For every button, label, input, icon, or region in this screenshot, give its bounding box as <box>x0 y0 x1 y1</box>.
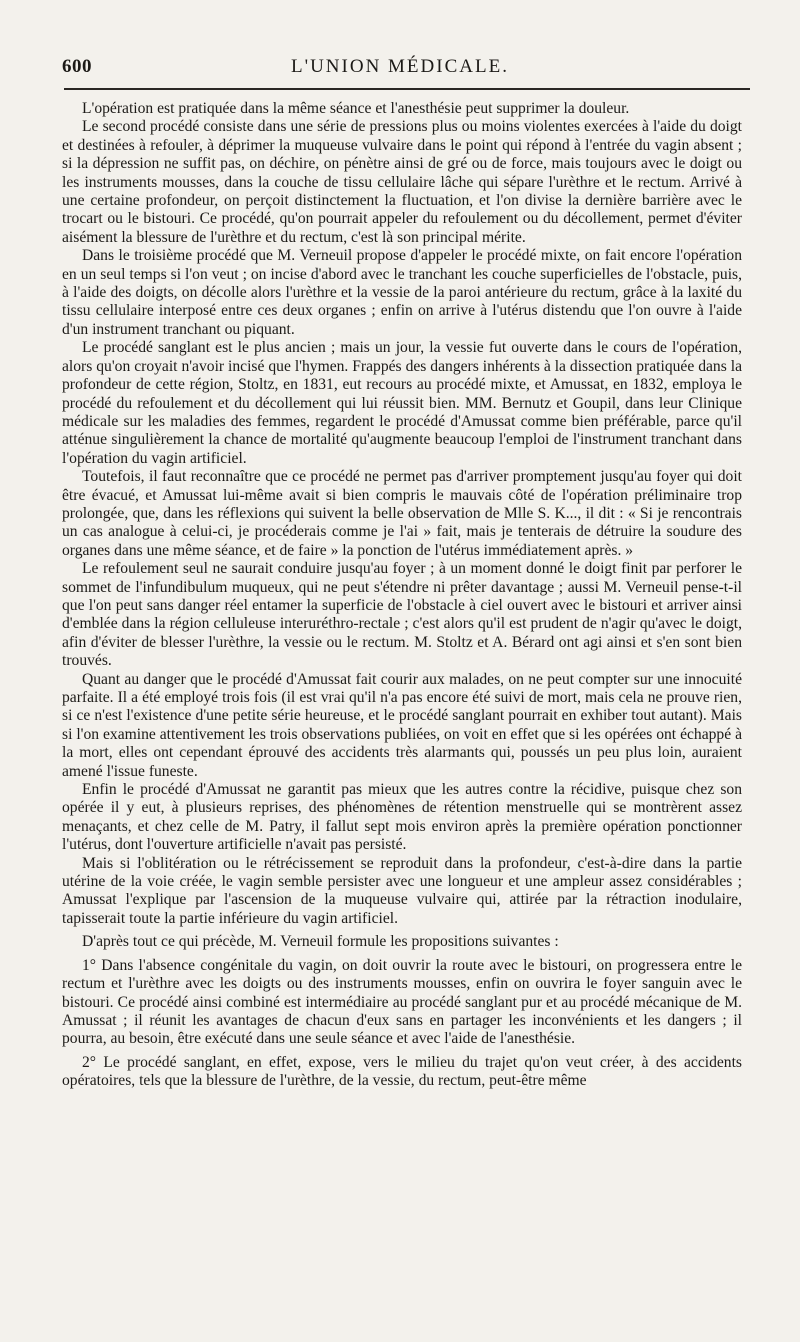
paragraph: Enfin le procédé d'Amussat ne garantit pas mieux que les autres contre la récidive, puisque chez son opérée il y eut, à plusieurs reprises, des phénomènes de rétention menstruelle qui se montrèrent assez menaçants, et chez celle de M. Patry, il fallut sept mois environ après la première opération ponctionner l'utérus, dont l'ouverture artificielle n'avait pas persisté. <box>62 781 742 854</box>
paragraph: Le refoulement seul ne saurait conduire jusqu'au foyer ; à un moment donné le doigt finit par perforer le sommet de l'infundibulum muqueux, qui ne peut s'étendre ni prêter davantage ; aussi M. Verneuil pense-t-il que l'on peut sans danger réel entamer la superficie de l'obstacle à ciel ouvert avec le bistouri et arriver ainsi d'emblée dans la région celluleuse interuréthro-rectale ; c'est alors qu'il est prudent de n'agir qu'avec le doigt, afin d'éviter de blesser l'urèthre, la vessie ou le rectum. M. Stoltz et A. Bérard ont agi ainsi et s'en sont bien trouvés. <box>62 560 742 670</box>
proposition-text: Le procédé sanglant, en effet, expose, vers le milieu du trajet qu'on veut créer, à des accidents opératoires, tels que la blessure de l'urèthre, de la vessie, du rectum, peut-être même <box>62 1053 742 1090</box>
proposition-number: 2° <box>82 1053 97 1071</box>
proposition-text: Dans l'absence congénitale du vagin, on doit ouvrir la route avec le bistouri, on progressera entre le rectum et l'urèthre avec les doigts ou des instruments mousses, enfin on ouvrira le foyer sanguin avec le bistouri. Ce procédé ainsi combiné est intermédiaire au procédé sanglant pur et au procédé mécanique de M. Amussat ; il réunit les avantages de chacun d'eux sans en partager les inconvénients et les dangers ; il pourra, au besoin, être exécuté dans une seule séance et avec l'aide de l'anesthésie. <box>62 956 742 1048</box>
propositions-intro: D'après tout ce qui précède, M. Verneuil formule les propositions suivantes : <box>82 933 559 951</box>
proposition-number: 1° <box>82 956 97 974</box>
paragraph: Le second procédé consiste dans une série de pressions plus ou moins violentes exercées à l'aide du doigt et destinées à refouler, à déprimer la muqueuse vulvaire dans le point qui répond à l'entrée du vagin absent ; si la dépression ne suffit pas, on déchire, on pénètre ainsi de gré ou de force, mais toujours avec le doigt ou les instruments mousses, dans la couche de tissu cellulaire lâche qui sépare l'urèthre et le rectum. Arrivé à une certaine profondeur, on perçoit distinctement la fluctuation, et l'on divise la dernière barrière avec le trocart ou le bistouri. Ce procédé, qu'on pourrait appeler du refoulement ou du décollement, permet d'éviter aisément la blessure de l'urèthre et du rectum, c'est là son principal mérite. <box>62 118 742 246</box>
page-number: 600 <box>62 56 92 77</box>
body-text <box>62 100 742 1091</box>
paragraph: Toutefois, il faut reconnaître que ce procédé ne permet pas d'arriver promptement jusqu'au foyer qui doit être évacué, et Amussat lui-même avait si bien compris le mauvais côté de l'opération préliminaire trop prolongée, que, dans les réflexions qui suivent la belle observation de Mlle S. K..., il dit : « Si je rencontrais un cas analogue à celui-ci, je procéderais comme je l'ai » fait, mais je tenterais de détruire la soudure des organes dans une même séance, et de faire » la ponction de l'utérus immédiatement après. » <box>62 468 742 559</box>
running-title: L'UNION MÉDICALE. <box>291 56 509 77</box>
paragraph: Le procédé sanglant est le plus ancien ; mais un jour, la vessie fut ouverte dans le cours de l'opération, alors qu'on croyait n'avoir incisé que l'hymen. Frappés des dangers inhérents à la dissection pratiquée dans la profondeur de cette région, Stoltz, en 1831, eut recours au procédé mixte, et Amussat, en 1832, employa le procédé du refoulement et du décollement qui lui réussit bien. MM. Bernutz et Goupil, dans leur Clinique médicale sur les maladies des femmes, regardent le procédé d'Amussat comme bien préférable, parce qu'il atténue singulièrement la chance de mortalité qu'augmente beaucoup l'emploi de l'instrument tranchant dans l'opération du vagin artificiel. <box>62 339 742 467</box>
paragraph: L'opération est pratiquée dans la même séance et l'anesthésie peut supprimer la douleur. <box>82 100 630 117</box>
header-rule <box>64 88 750 90</box>
proposition-item <box>62 957 742 1049</box>
paragraph: Quant au danger que le procédé d'Amussat fait courir aux malades, on ne peut compter sur une innocuité parfaite. Il a été employé trois fois (il est vrai qu'il n'a pas encore été suivi de mort, mais cela ne prouve rien, si ce n'est l'existence d'une petite série heureuse, et le procédé sanglant pourrait en exhiber tout autant). Mais si l'on examine attentivement les trois observations publiées, on voit en effet que si les opérées ont échappé à la mort, elles ont cependant éprouvé des accidents très alarmants qui, poussés un peu plus loin, auraient amené l'issue funeste. <box>62 670 742 780</box>
paragraph: Dans le troisième procédé que M. Verneuil propose d'appeler le procédé mixte, on fait encore l'opération en un seul temps si l'on veut ; on incise d'abord avec le tranchant les couche superficielles de l'obstacle, puis, à l'aide des doigts, on décolle alors l'urèthre et la vessie de la paroi antérieure du rectum, grâce à la laxité du tissu cellulaire interposé entre ces deux organes ; enfin on arrive à l'utérus distendu que l'on ouvre à l'aide d'un instrument tranchant ou piquant. <box>62 247 742 338</box>
page-header <box>62 56 738 84</box>
proposition-item <box>62 1054 742 1091</box>
paragraph: Mais si l'oblitération ou le rétrécissement se reproduit dans la profondeur, c'est-à-dire dans la partie utérine de la voie créée, le vagin semble persister avec une longueur et une ampleur assez considérables ; Amussat l'explique par l'ascension de la muqueuse vulvaire qui, attirée par la rétraction inodulaire, tapisserait toute la partie inférieure du vagin artificiel. <box>62 854 742 927</box>
